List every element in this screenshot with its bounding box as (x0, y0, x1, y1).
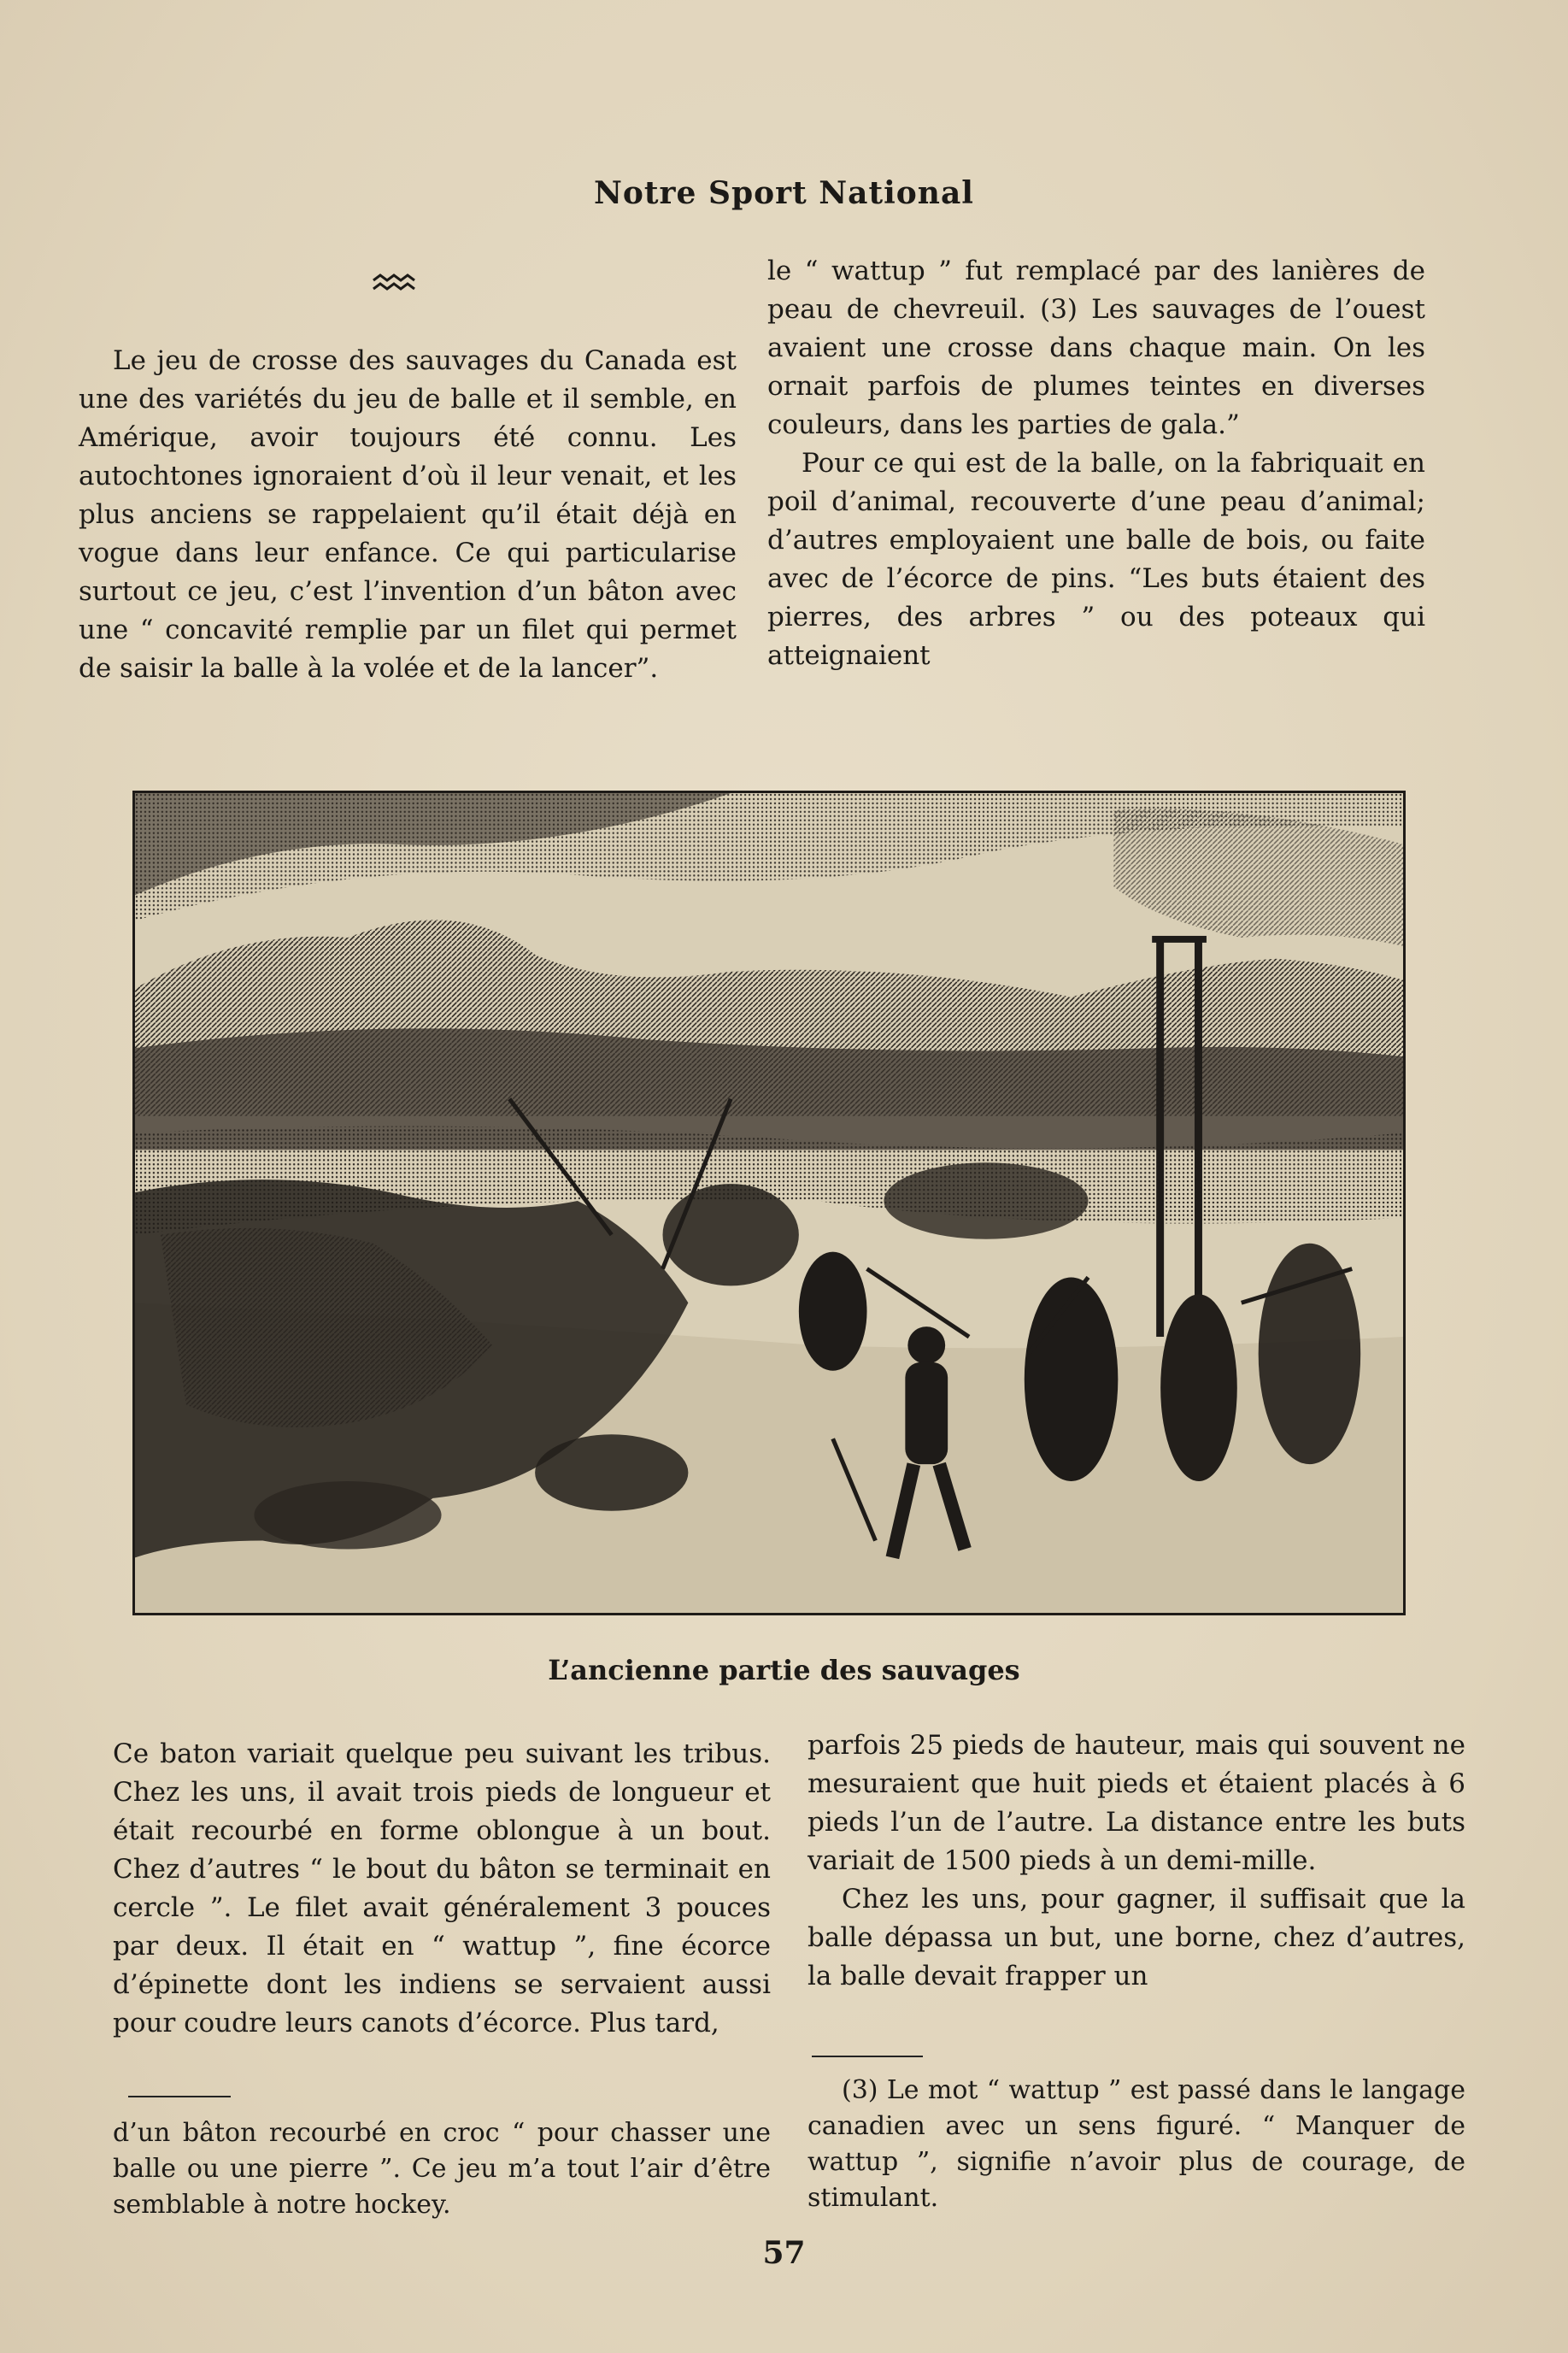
illustration-caption: L’ancienne partie des sauvages (548, 1654, 1020, 1686)
paragraph: parfois 25 pieds de hauteur, mais qui souvent ne mesuraient que huit pieds et étaient placés à 6 pieds l’un de l’autre. La distance entre les buts variait de 1500 pieds à un demi-mille. (807, 1730, 1465, 1876)
wave-ornament-icon (372, 272, 420, 297)
column-top-left (79, 342, 737, 688)
footnote-divider (128, 2096, 231, 2097)
footnote-right (807, 2073, 1465, 2216)
footnote-divider (812, 2056, 923, 2057)
column-bottom-right (807, 1727, 1465, 1996)
page-number: 57 (762, 2235, 806, 2271)
paragraph: Ce baton variait quelque peu suivant les tribus. Chez les uns, il avait trois pieds de longueur et était recourbé en forme oblongue à un bout. Chez d’autres “ le bout du bâton se terminait en cercle ”. Le filet avait généralement 3 pouces par deux. Il était en “ wattup ”, fine écorce d’épinette dont les indiens se servaient aussi pour coudre leurs canots d’écorce. Plus tard, (113, 1738, 771, 2038)
footnote-text: d’un bâton recourbé en croc “ pour chasser une balle ou une pierre ”. Ce jeu m’a tout l’air d’être semblable à notre hockey. (113, 2118, 771, 2220)
column-top-right (767, 252, 1425, 675)
paragraph: Le jeu de crosse des sauvages du Canada est une des variétés du jeu de balle et il semble, en Amérique, avoir toujours été connu. Les autochtones ignoraient d’où il leur venait, et les plus anciens se rappelaient qu’il était déjà en vogue dans leur enfance. Ce qui particularise surtout ce jeu, c’est l’invention d’un bâton avec une “ concavité remplie par un filet qui permet de saisir la balle à la volée et de la lancer”. (79, 345, 737, 684)
paragraph: Pour ce qui est de la balle, on la fabriquait en poil d’animal, recouverte d’une peau d’animal; d’autres employaient une balle de bois, ou faite avec de l’écorce de pins. “Les buts étaient des pierres, des arbres ” ou des poteaux qui atteignaient (767, 448, 1425, 671)
column-bottom-left (113, 1735, 771, 2043)
paragraph: le “ wattup ” fut remplacé par des lanières de peau de chevreuil. (3) Les sauvages de l’ouest avaient une crosse dans chaque main. On les ornait parfois de plumes teintes en diverses couleurs, dans les parties de gala.” (767, 256, 1425, 440)
lacrosse-game-engraving-image (135, 793, 1403, 1613)
footnote-left (113, 2115, 771, 2223)
paragraph: Chez les uns, pour gagner, il suffisait que la balle dépassa un but, une borne, chez d’autres, la balle devait frapper un (807, 1884, 1465, 1991)
footnote-text: (3) Le mot “ wattup ” est passé dans le langage canadien avec un sens figuré. “ Manquer de wattup ”, signifie n’avoir plus de courage, de stimulant. (807, 2075, 1465, 2213)
engraving-illustration (132, 791, 1406, 1615)
running-header: Notre Sport National (594, 175, 974, 211)
